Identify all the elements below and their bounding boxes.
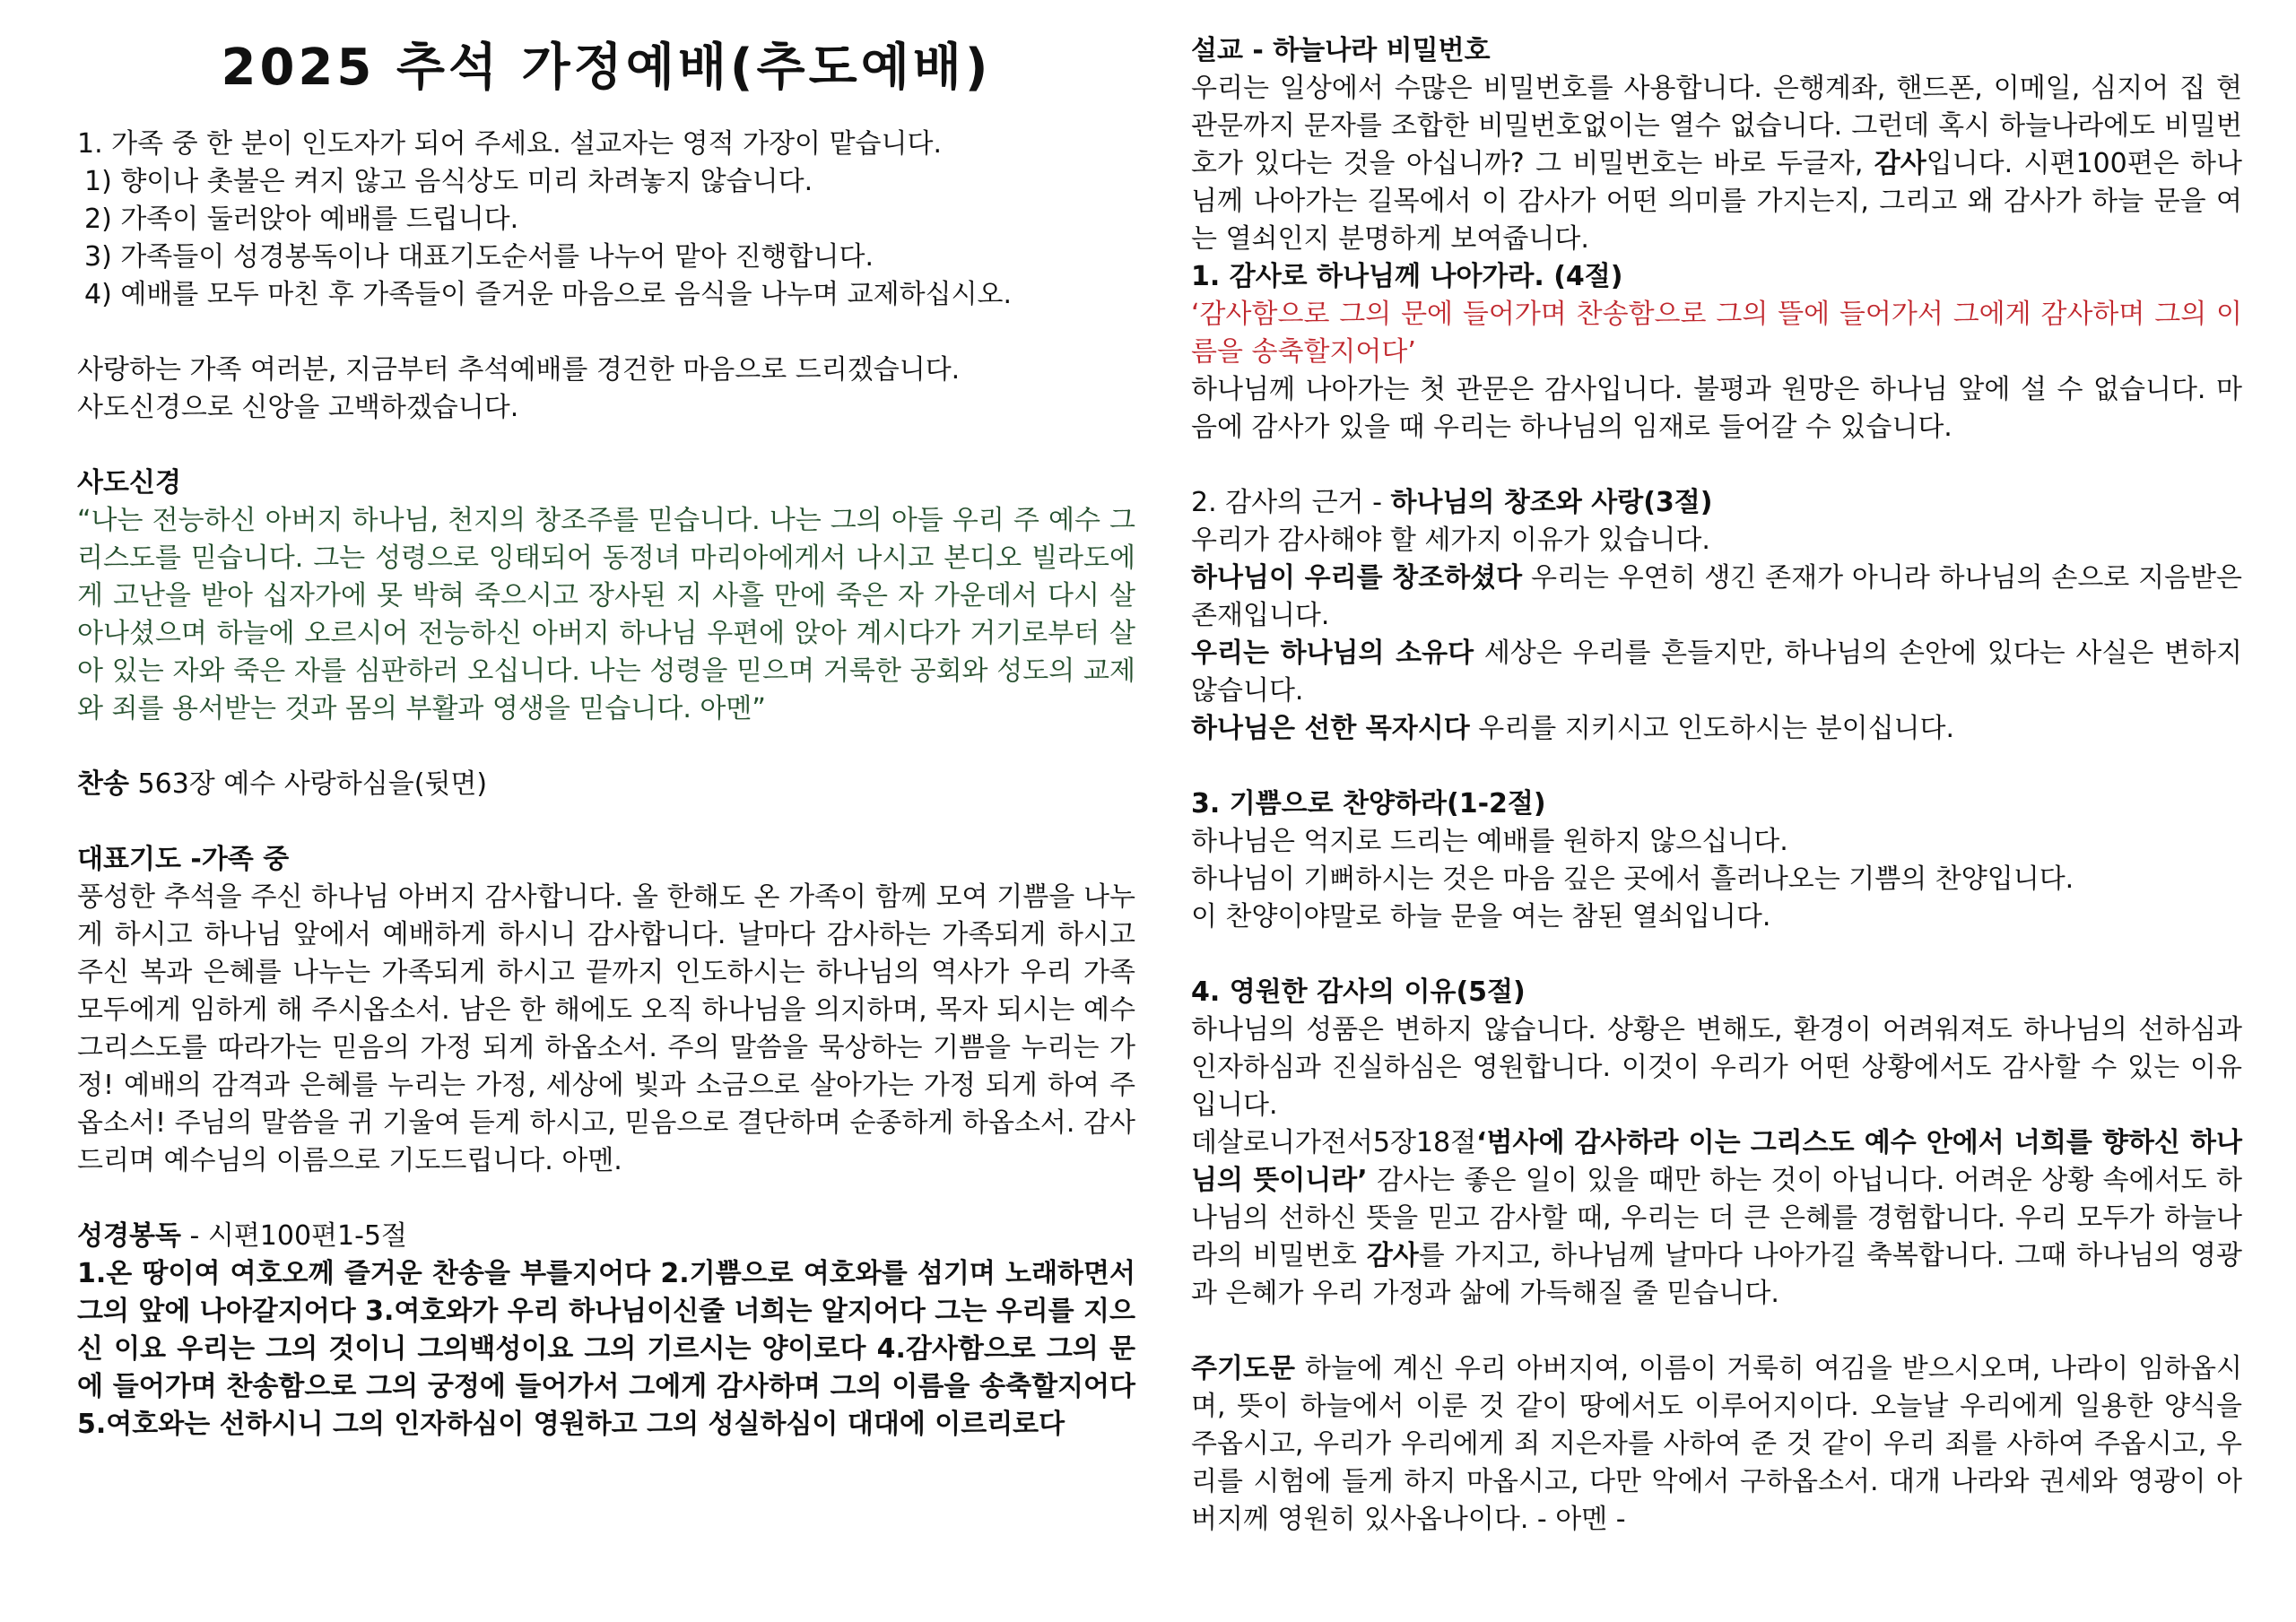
lords-prayer-label: 주기도문 — [1191, 1353, 1295, 1384]
hymn-line — [77, 766, 1135, 803]
point1-text: 하나님께 나아가는 첫 관문은 감사입니다. 불평과 원망은 하나님 앞에 설 수 없습니다. 마음에 감사가 있을 때 우리는 하나님의 임재로 들어갈 수 있습니다. — [1191, 374, 2242, 443]
point2-heading-prefix: 2. 감사의 근거 - — [1191, 487, 1391, 518]
welcome-line: 사도신경으로 신앙을 고백하겠습니다. — [77, 392, 519, 423]
left-column — [77, 0, 1135, 1444]
point3-line: 하나님이 기뻐하시는 것은 마음 깊은 곳에서 흘러나오는 기쁨의 찬양입니다. — [1191, 863, 2074, 895]
verse-quote: ‘범사에 감사하라 이는 그리스도 예수 안에서 너희를 향하신 하나님의 뜻이니라’ — [1191, 1127, 2242, 1196]
point2-heading-bold: 하나님의 창조와 사랑(3절) — [1390, 487, 1713, 518]
point2-intro: 우리가 감사해야 할 세가지 이유가 있습니다. — [1191, 525, 1710, 556]
prayer-heading: 대표기도 -가족 중 — [77, 844, 290, 875]
point2-reason — [1191, 710, 2242, 748]
point2-heading — [1191, 484, 2242, 522]
verse-ref: 데살로니가전서5장18절 — [1191, 1127, 1477, 1158]
lords-prayer — [1191, 1350, 2242, 1539]
lords-prayer-text: 하늘에 계신 우리 아버지여, 이름이 거룩히 여김을 받으시오며, 나라이 임하옵시며, 뜻이 하늘에서 이룬 것 같이 땅에서도 이루어지이다. 오늘날 우리에게 일용한 양식을 주옵시고, 우리가 우리에게 죄 지은자를 사하여 준 것 같이 우리 죄를 사하여 주옵시고, 우리를 시험에 들게 하지 마옵시고, 다만 악에서 구하옵소서. 대개 나라와 권세와 영광이 아버지께 영원히 있사옵나이다. - 아멘 - — [1191, 1353, 2242, 1535]
reading-ref: - 시편100편1-5절 — [180, 1220, 407, 1252]
reason-text: 세상은 우리를 흔들지만, 하나님의 손안에 있다는 사실은 변하지 않습니다. — [1191, 638, 2242, 707]
sermon-heading: 설교 - 하늘나라 비밀번호 — [1191, 35, 1491, 66]
point2-reason — [1191, 559, 2242, 635]
verse-text: 감사는 좋은 일이 있을 때만 하는 것이 아닙니다. 어려운 상황 속에서도 하나님의 선하신 뜻을 믿고 감사할 때, 우리는 더 큰 은혜를 경험합니다. 우리 모두가 하늘나라의 비밀번호 — [1191, 1165, 2242, 1271]
point1-quote: ‘감사함으로 그의 문에 들어가며 찬송함으로 그의 뜰에 들어가서 그에게 감사하며 그의 이름을 송축할지어다’ — [1191, 299, 2242, 368]
hymn-label: 찬송 — [77, 768, 129, 800]
intro-text: 1. 가족 중 한 분이 인도자가 되어 주세요. 설교자는 영적 가장이 맡습니다. — [77, 128, 943, 160]
sermon-intro-text: 입니다. 시편100편은 하나님께 나아가는 길목에서 이 감사가 어떤 의미를 가지는지, 그리고 왜 감사가 하늘 문을 여는 열쇠인지 분명하게 보여줍니다. — [1191, 148, 2242, 255]
reason-text: 우리는 우연히 생긴 존재가 아니라 하나님의 손으로 지음받은 존재입니다. — [1191, 562, 2242, 631]
hymn-text: 563장 예수 사랑하심을(뒷면) — [137, 768, 488, 800]
intro-item: 1) 향이나 촛불은 켜지 않고 음식상도 미리 차려놓지 않습니다. — [84, 166, 813, 197]
sermon-intro-text: 우리는 일상에서 수많은 비밀번호를 사용합니다. 은행계좌, 핸드폰, 이메일, 심지어 집 현관문까지 문자를 조합한 비밀번호없이는 열수 없습니다. 그런데 혹시 하늘나라에도 비밀번호가 있다는 것을 아십니까? 그 비밀번호는 바로 두글자, — [1191, 73, 2242, 179]
reading-label: 성경봉독 — [77, 1220, 181, 1252]
point3-line: 이 찬양이야말로 하늘 문을 여는 참된 열쇠입니다. — [1191, 901, 1771, 932]
prayer-text: 풍성한 추석을 주신 하나님 아버지 감사합니다. 올 한해도 온 가족이 함께 모여 기쁨을 나누게 하시고 하나님 앞에서 예배하게 하시니 감사합니다. 날마다 감사하는 가족되게 하시고 주신 복과 은혜를 나누는 가족되게 하시고 끝까지 인도하시는 하나님의 역사가 우리 가족 모두에게 임하게 해 주시옵소서. 남은 한 해에도 오직 하나님을 의지하며, 목자 되시는 예수 그리스도를 따라가는 믿음의 가정 되게 하옵소서. 주의 말씀을 묵상하는 기쁨을 누리는 가정! 예배의 감격과 은혜를 누리는 가정, 세상에 빛과 소금으로 살아가는 가정 되게 하여 주옵소서! 주님의 말씀을 귀 기울여 듣게 하시고, 믿음으로 결단하며 순종하게 하옵소서. 감사드리며 예수님의 이름으로 기도드립니다. 아멘. — [77, 881, 1135, 1176]
point4-text: 하나님의 성품은 변하지 않습니다. 상황은 변해도, 환경이 어려워져도 하나님의 선하심과 인자하심과 진실하심은 영원합니다. 이것이 우리가 어떤 상황에서도 감사할 수 있는 이유입니다. — [1191, 1014, 2242, 1121]
reason-bold: 우리는 하나님의 소유다 — [1191, 638, 1474, 669]
reading-line — [77, 1218, 1135, 1255]
point3-line: 하나님은 억지로 드리는 예배를 원하지 않으십니다. — [1191, 826, 1788, 857]
reason-bold: 하나님이 우리를 창조하셨다 — [1191, 562, 1523, 594]
intro-item: 3) 가족들이 성경봉독이나 대표기도순서를 나누어 맡아 진행합니다. — [84, 241, 874, 273]
reason-bold: 하나님은 선한 목자시다 — [1191, 713, 1470, 744]
sermon-intro — [1191, 70, 2242, 258]
creed-heading: 사도신경 — [77, 467, 181, 499]
point4-heading: 4. 영원한 감사의 이유(5절) — [1191, 976, 1526, 1008]
sermon-intro-bold: 감사 — [1874, 148, 1926, 179]
right-column — [1191, 32, 2242, 1539]
point1-heading: 1. 감사로 하나님께 나아가라. (4절) — [1191, 261, 1623, 292]
point3-heading: 3. 기쁨으로 찬양하라(1-2절) — [1191, 788, 1546, 820]
verse-bold: 감사 — [1366, 1240, 1419, 1271]
intro-item: 2) 가족이 둘러앉아 예배를 드립니다. — [84, 204, 519, 235]
intro-item: 4) 예배를 모두 마친 후 가족들이 즐거운 마음으로 음식을 나누며 교제하십시오. — [84, 279, 1013, 310]
creed-text: “나는 전능하신 아버지 하나님, 천지의 창조주를 믿습니다. 나는 그의 아들 우리 주 예수 그리스도를 믿습니다. 그는 성령으로 잉태되어 동정녀 마리아에게서 나시고 본디오 빌라도에게 고난을 받아 십자가에 못 박혀 죽으시고 장사된 지 사흘 만에 죽은 자 가운데서 다시 살아나셨으며 하늘에 오르시어 전능하신 아버지 하나님 우편에 앉아 계시다가 거기로부터 살아 있는 자와 죽은 자를 심판하러 오십니다. 나는 성령을 믿으며 거룩한 공회와 성도의 교제와 죄를 용서받는 것과 몸의 부활과 영생을 믿습니다. 아멘” — [77, 505, 1135, 724]
welcome-line: 사랑하는 가족 여러분, 지금부터 추석예배를 경건한 마음으로 드리겠습니다. — [77, 354, 961, 386]
reading-text: 1.온 땅이여 여호오께 즐거운 찬송을 부를지어다 2.기쁨으로 여호와를 섬기며 노래하면서 그의 앞에 나아갈지어다 3.여호와가 우리 하나님이신줄 너희는 알지어다 그는 우리를 지으신 이요 우리는 그의 것이니 그의백성이요 그의 기르시는 양이로다 4.감사함으로 그의 문에 들어가며 찬송함으로 그의 궁정에 들어가서 그에게 감사하며 그의 이름을 송축할지어다 5.여호와는 선하시니 그의 인자하심이 영원하고 그의 성실하심이 대대에 이르리로다 — [77, 1258, 1135, 1440]
verse-text: 를 가지고, 하나님께 날마다 나아가길 축복합니다. 그때 하나님의 영광과 은혜가 우리 가정과 삶에 가득해질 줄 믿습니다. — [1191, 1240, 2242, 1309]
point2-reason — [1191, 635, 2242, 710]
reason-text: 우리를 지키시고 인도하시는 분이십니다. — [1469, 713, 1955, 744]
point4-verse — [1191, 1124, 2242, 1313]
page-title: 2025 추석 가정예배(추도예배) — [221, 39, 992, 97]
